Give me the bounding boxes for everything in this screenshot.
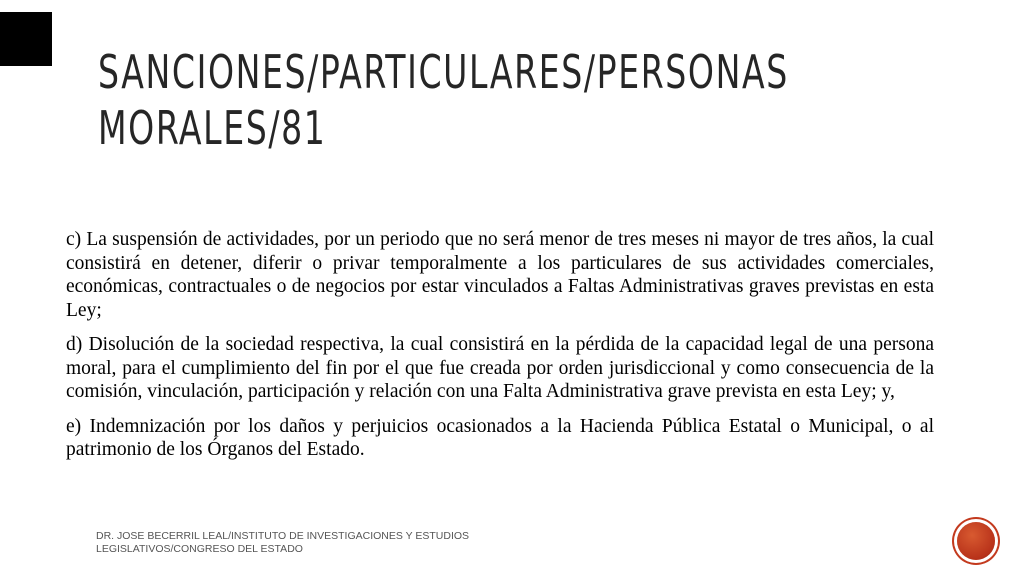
paragraph-e: e) Indemnización por los daños y perjuicios ocasionados a la Hacienda Pública Estatal o Municipal, o al patrimonio de los Órganos del Estado.	[66, 415, 934, 460]
paragraph-c: c) La suspensión de actividades, por un periodo que no será menor de tres meses ni mayor de tres años, la cual consistirá en detener, diferir o privar temporalmente a los particulares de sus actividades comerciales, económicas, contractuales o de negocios por estar vinculados a Faltas Administrativas graves previstas en esta Ley;	[66, 229, 934, 321]
slide-title	[98, 44, 802, 156]
accent-bar	[0, 12, 52, 66]
slide-title-line-2: MORALES/81	[98, 101, 327, 155]
paragraph-d: d) Disolución de la sociedad respectiva, la cual consistirá en la pérdida de la capacidad legal de una persona moral, para el cumplimiento del fin por el que fue creada por orden jurisdiccional y como consecuencia de la comisión, vinculación, participación y relación con una Falta Administrativa grave prevista en esta Ley; y,	[66, 334, 934, 402]
slide-footer: DR. JOSE BECERRIL LEAL/INSTITUTO DE INVESTIGACIONES Y ESTUDIOS LEGISLATIVOS/CONGRESO DEL ESTADO	[96, 530, 470, 555]
slide-body	[66, 228, 934, 473]
page-number-badge	[957, 522, 995, 560]
slide-title-line-1: SANCIONES/PARTICULARES/PERSONAS	[98, 45, 789, 99]
